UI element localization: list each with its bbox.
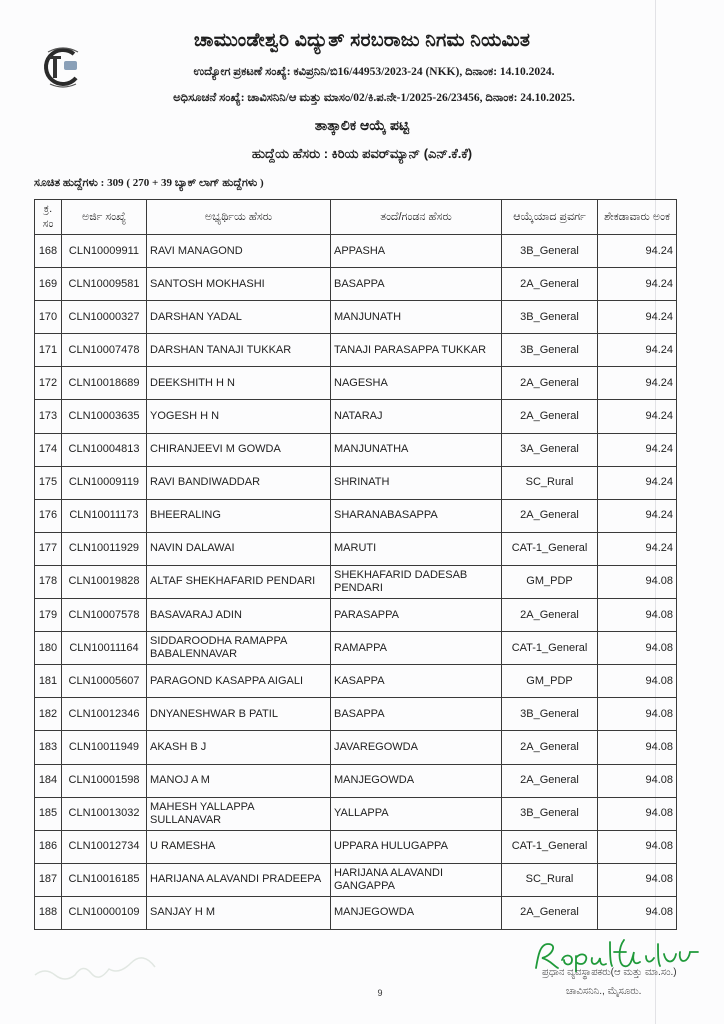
percentage-cell: 94.24 (598, 235, 677, 268)
candidate-name-cell: MANOJ A M (147, 764, 331, 797)
category-cell: SC_Rural (502, 466, 598, 499)
father-name-cell: MANJUNATH (331, 301, 502, 334)
table-row (35, 268, 677, 301)
candidate-name-cell: DNYANESHWAR B PATIL (147, 698, 331, 731)
signatory-title: ಪ್ರಧಾನ ವ್ಯವಸ್ಥಾಪಕರು(ಆ ಮತ್ತು ಮಾ.ಸಂ.) (542, 967, 677, 978)
application-no-cell: CLN10011949 (62, 731, 147, 764)
category-cell: 2A_General (502, 731, 598, 764)
percentage-cell: 94.08 (598, 665, 677, 698)
candidate-name-cell: DARSHAN YADAL (147, 301, 331, 334)
candidate-name-cell: SANTOSH MOKHASHI (147, 268, 331, 301)
percentage-cell: 94.08 (598, 797, 677, 830)
serial-cell: 172 (35, 367, 62, 400)
serial-cell: 187 (35, 863, 62, 896)
application-no-cell: CLN10000109 (62, 896, 147, 929)
father-name-cell: NATARAJ (331, 400, 502, 433)
percentage-cell: 94.08 (598, 599, 677, 632)
serial-cell: 176 (35, 499, 62, 532)
percentage-cell: 94.24 (598, 433, 677, 466)
table-row (35, 532, 677, 565)
candidate-name-cell: CHIRANJEEVI M GOWDA (147, 433, 331, 466)
col-header-category: ಆಯ್ಕೆಯಾದ ಪ್ರವರ್ಗ (502, 200, 598, 235)
application-no-cell: CLN10018689 (62, 367, 147, 400)
table-row (35, 599, 677, 632)
application-no-cell: CLN10016185 (62, 863, 147, 896)
table-row (35, 764, 677, 797)
category-cell: GM_PDP (502, 665, 598, 698)
application-no-cell: CLN10009911 (62, 235, 147, 268)
application-no-cell: CLN10007478 (62, 334, 147, 367)
application-no-cell: CLN10019828 (62, 565, 147, 598)
percentage-cell: 94.08 (598, 731, 677, 764)
category-cell: 2A_General (502, 367, 598, 400)
col-header-serial: ಕ್ರ. ಸಂ (35, 200, 62, 235)
serial-cell: 169 (35, 268, 62, 301)
table-row (35, 499, 677, 532)
category-cell: 3B_General (502, 698, 598, 731)
notification-reference: ಅಧಿಸೂಚನೆ ಸಂಖ್ಯೆ: ಚಾವಿಸನಿನಿ/ಆ ಮತ್ತು ಮಾಸಂ/02/ಕಿ.ಪ.ನೇ-1/2025-26/23456, ದಿನಾಂಕ: 24.10.2025. (173, 92, 575, 104)
table-row (35, 830, 677, 863)
category-cell: 3B_General (502, 235, 598, 268)
candidate-name-cell: SANJAY H M (147, 896, 331, 929)
candidate-name-cell: U RAMESHA (147, 830, 331, 863)
father-name-cell: MANJEGOWDA (331, 764, 502, 797)
table-row (35, 797, 677, 830)
application-no-cell: CLN10004813 (62, 433, 147, 466)
father-name-cell: YALLAPPA (331, 797, 502, 830)
col-header-father-name: ತಂದೆ/ಗಂಡನ ಹೆಸರು (331, 200, 502, 235)
category-cell: 3A_General (502, 433, 598, 466)
serial-cell: 179 (35, 599, 62, 632)
candidate-name-cell: RAVI MANAGOND (147, 235, 331, 268)
category-cell: GM_PDP (502, 565, 598, 598)
application-no-cell: CLN10003635 (62, 400, 147, 433)
category-cell: 3B_General (502, 334, 598, 367)
candidate-name-cell: BASAVARAJ ADIN (147, 599, 331, 632)
table-row (35, 565, 677, 598)
father-name-cell: RAMAPPA (331, 632, 502, 665)
selection-list-table (34, 199, 677, 930)
percentage-cell: 94.24 (598, 268, 677, 301)
table-row (35, 632, 677, 665)
serial-cell: 171 (35, 334, 62, 367)
candidate-name-cell: NAVIN DALAWAI (147, 532, 331, 565)
table-row (35, 301, 677, 334)
father-name-cell: MANJUNATHA (331, 433, 502, 466)
percentage-cell: 94.24 (598, 400, 677, 433)
application-no-cell: CLN10013032 (62, 797, 147, 830)
organization-title: ಚಾಮುಂಡೇಶ್ವರಿ ವಿದ್ಯುತ್ ಸರಬರಾಜು ನಿಗಮ ನಿಯಮಿತ (193, 30, 531, 51)
father-name-cell: MANJEGOWDA (331, 896, 502, 929)
father-name-cell: SHARANABASAPPA (331, 499, 502, 532)
serial-cell: 168 (35, 235, 62, 268)
application-no-cell: CLN10007578 (62, 599, 147, 632)
application-no-cell: CLN10011164 (62, 632, 147, 665)
category-cell: 2A_General (502, 499, 598, 532)
candidate-name-cell: ALTAF SHEKHAFARID PENDARI (147, 565, 331, 598)
father-name-cell: SHEKHAFARID DADESAB PENDARI (331, 565, 502, 598)
signatory-organization: ಚಾವಿಸನಿನಿ., ಮೈಸೂರು. (566, 986, 642, 997)
candidate-name-cell: SIDDAROODHA RAMAPPA BABALENNAVAR (147, 632, 331, 665)
candidate-name-cell: RAVI BANDIWADDAR (147, 466, 331, 499)
candidate-name-cell: AKASH B J (147, 731, 331, 764)
col-header-candidate-name: ಅಭ್ಯರ್ಥಿಯ ಹೆಸರು (147, 200, 331, 235)
serial-cell: 184 (35, 764, 62, 797)
father-name-cell: TANAJI PARASAPPA TUKKAR (331, 334, 502, 367)
father-name-cell: PARASAPPA (331, 599, 502, 632)
serial-cell: 180 (35, 632, 62, 665)
candidate-name-cell: HARIJANA ALAVANDI PRADEEPA (147, 863, 331, 896)
father-name-cell: SHRINATH (331, 466, 502, 499)
table-row (35, 334, 677, 367)
candidate-name-cell: DARSHAN TANAJI TUKKAR (147, 334, 331, 367)
category-cell: CAT-1_General (502, 830, 598, 863)
candidate-name-cell: MAHESH YALLAPPA SULLANAVAR (147, 797, 331, 830)
category-cell: 2A_General (502, 268, 598, 301)
page-number: 9 (377, 988, 383, 998)
father-name-cell: BASAPPA (331, 698, 502, 731)
percentage-cell: 94.24 (598, 499, 677, 532)
application-no-cell: CLN10009581 (62, 268, 147, 301)
father-name-cell: APPASHA (331, 235, 502, 268)
percentage-cell: 94.24 (598, 367, 677, 400)
recruitment-notice-reference: ಉದ್ಯೋಗ ಪ್ರಕಟಣೆ ಸಂಖ್ಯೆ: ಕವಿಪ್ರನಿನಿ/ಬಿ16/44953/2023-24 (NKK), ದಿನಾಂಕ: 14.10.2024. (193, 66, 555, 78)
table-row (35, 863, 677, 896)
category-cell: 3B_General (502, 797, 598, 830)
category-cell: 2A_General (502, 599, 598, 632)
table-row (35, 731, 677, 764)
category-cell: 2A_General (502, 896, 598, 929)
father-name-cell: NAGESHA (331, 367, 502, 400)
application-no-cell: CLN10011929 (62, 532, 147, 565)
serial-cell: 174 (35, 433, 62, 466)
percentage-cell: 94.08 (598, 698, 677, 731)
candidate-name-cell: BHEERALING (147, 499, 331, 532)
serial-cell: 181 (35, 665, 62, 698)
notified-posts-count: ಸೂಚಿತ ಹುದ್ದೆಗಳು : 309 ( 270 + 39 ಬ್ಯಾಕ್ ಲಾಗ್ ಹುದ್ದೆಗಳು ) (34, 177, 264, 189)
table-header-row (35, 200, 677, 235)
father-name-cell: MARUTI (331, 532, 502, 565)
application-no-cell: CLN10012346 (62, 698, 147, 731)
application-no-cell: CLN10000327 (62, 301, 147, 334)
serial-cell: 177 (35, 532, 62, 565)
serial-cell: 186 (35, 830, 62, 863)
application-no-cell: CLN10001598 (62, 764, 147, 797)
percentage-cell: 94.24 (598, 466, 677, 499)
percentage-cell: 94.24 (598, 334, 677, 367)
father-name-cell: BASAPPA (331, 268, 502, 301)
serial-cell: 170 (35, 301, 62, 334)
table-row (35, 433, 677, 466)
col-header-percentage: ಶೇಕಡಾವಾರು ಅಂಕ (598, 200, 677, 235)
application-no-cell: CLN10011173 (62, 499, 147, 532)
candidate-name-cell: DEEKSHITH H N (147, 367, 331, 400)
serial-cell: 185 (35, 797, 62, 830)
bleed-through-mark (30, 955, 170, 985)
candidate-name-cell: YOGESH H N (147, 400, 331, 433)
percentage-cell: 94.08 (598, 863, 677, 896)
table-row (35, 400, 677, 433)
application-no-cell: CLN10009119 (62, 466, 147, 499)
serial-cell: 182 (35, 698, 62, 731)
serial-cell: 173 (35, 400, 62, 433)
category-cell: CAT-1_General (502, 532, 598, 565)
father-name-cell: JAVAREGOWDA (331, 731, 502, 764)
serial-cell: 178 (35, 565, 62, 598)
category-cell: 3B_General (502, 301, 598, 334)
percentage-cell: 94.08 (598, 830, 677, 863)
candidate-name-cell: PARAGOND KASAPPA AIGALI (147, 665, 331, 698)
father-name-cell: KASAPPA (331, 665, 502, 698)
father-name-cell: HARIJANA ALAVANDI GANGAPPA (331, 863, 502, 896)
table-row (35, 665, 677, 698)
table-row (35, 698, 677, 731)
serial-cell: 183 (35, 731, 62, 764)
category-cell: CAT-1_General (502, 632, 598, 665)
serial-cell: 175 (35, 466, 62, 499)
serial-cell: 188 (35, 896, 62, 929)
percentage-cell: 94.08 (598, 632, 677, 665)
percentage-cell: 94.08 (598, 565, 677, 598)
col-header-application-no: ಅರ್ಜಿ ಸಂಖ್ಯೆ (62, 200, 147, 235)
category-cell: SC_Rural (502, 863, 598, 896)
category-cell: 2A_General (502, 400, 598, 433)
list-title: ತಾತ್ಕಾಲಿಕ ಆಯ್ಕೆ ಪಟ್ಟಿ (314, 117, 410, 133)
percentage-cell: 94.08 (598, 764, 677, 797)
table-row (35, 367, 677, 400)
category-cell: 2A_General (502, 764, 598, 797)
table-row (35, 896, 677, 929)
table-row (35, 466, 677, 499)
application-no-cell: CLN10012734 (62, 830, 147, 863)
father-name-cell: UPPARA HULUGAPPA (331, 830, 502, 863)
application-no-cell: CLN10005607 (62, 665, 147, 698)
percentage-cell: 94.08 (598, 896, 677, 929)
table-row (35, 235, 677, 268)
percentage-cell: 94.24 (598, 532, 677, 565)
post-name: ಹುದ್ದೆಯ ಹೆಸರು : ಕಿರಿಯ ಪವರ್‌ಮ್ಯಾನ್ (ಎನ್.ಕೆ.ಕೆ) (251, 146, 473, 161)
percentage-cell: 94.24 (598, 301, 677, 334)
